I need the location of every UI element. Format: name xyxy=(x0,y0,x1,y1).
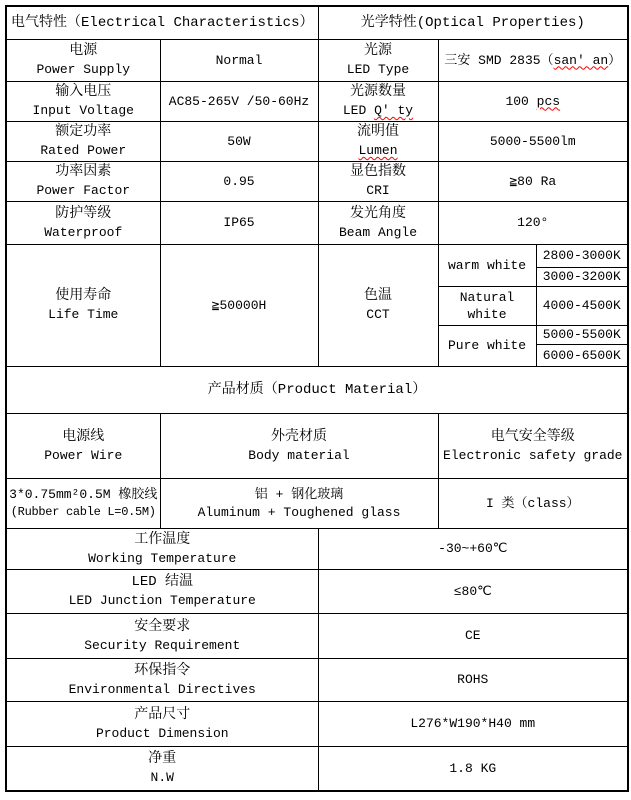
lumen-label-zh: 流明值 xyxy=(357,124,399,140)
table-row xyxy=(6,244,628,267)
power-factor-value-cell xyxy=(160,161,318,201)
environmental-directives-value-cell xyxy=(318,658,628,701)
environmental-directives-label-en: Environmental Directives xyxy=(68,681,256,697)
security-requirement-value: CE xyxy=(464,628,481,643)
power-wire-value-cell xyxy=(6,478,160,528)
cct-label-en: CCT xyxy=(366,307,390,322)
safety-grade-value-cell xyxy=(438,478,628,528)
body-material-value-zh: 铝 + 钢化玻璃 xyxy=(254,487,344,502)
electrical-section-title: 电气特性（Electrical Characteristics） xyxy=(11,14,314,31)
body-material-value-cell xyxy=(160,478,438,528)
led-junction-value-cell xyxy=(318,569,628,613)
cct-natural-white-cell xyxy=(438,286,536,325)
working-temperature-label-cell xyxy=(6,528,318,569)
safety-grade-label-en: Electronic safety grade xyxy=(443,447,623,463)
rated-power-label-zh: 额定功率 xyxy=(55,124,112,140)
beam-angle-label-zh: 发光角度 xyxy=(350,205,406,222)
power-supply-label-cell xyxy=(6,39,160,81)
security-requirement-label-cell xyxy=(6,613,318,658)
cct-kelvin-value: 5000-5500K xyxy=(542,327,621,342)
power-factor-label-en: Power Factor xyxy=(36,183,131,198)
led-qty-label-en: LED Q' ty xyxy=(342,103,414,118)
led-junction-value: ≤80℃ xyxy=(453,583,492,599)
misspelled-word: pcs xyxy=(536,93,561,109)
table-row xyxy=(6,201,628,244)
misspelled-word: Q' ty xyxy=(374,103,414,118)
environmental-directives-label-zh: 环保指令 xyxy=(134,662,191,679)
power-wire-label-zh: 电源线 xyxy=(62,428,105,445)
optical-section-header xyxy=(318,6,628,39)
cri-label-en: CRI xyxy=(366,183,390,198)
power-wire-value-en: (Rubber cable L=0.5M) xyxy=(10,505,156,519)
power-supply-label-en: Power Supply xyxy=(36,62,131,77)
cri-value-cell xyxy=(438,161,628,201)
cri-label-cell xyxy=(318,161,438,201)
beam-angle-value: 120° xyxy=(517,215,549,230)
led-qty-value: 100 pcs xyxy=(505,93,561,109)
rated-power-value-cell xyxy=(160,121,318,161)
cct-value-cell xyxy=(536,267,628,286)
input-voltage-label-en: Input Voltage xyxy=(32,103,134,118)
led-type-label-en: LED Type xyxy=(346,62,410,77)
electrical-section-header xyxy=(6,6,318,39)
working-temperature-label-zh: 工作温度 xyxy=(134,531,191,548)
beam-angle-label-cell xyxy=(318,201,438,244)
table-row xyxy=(6,528,628,569)
net-weight-value: 1.8 KG xyxy=(449,760,497,776)
body-material-value-en: Aluminum + Toughened glass xyxy=(197,505,401,520)
security-requirement-label-en: Security Requirement xyxy=(84,637,241,653)
misspelled-word: san' an xyxy=(553,52,609,68)
life-time-label-cell xyxy=(6,244,160,366)
cct-warm-white-cell xyxy=(438,244,536,286)
cct-pure-white-cell xyxy=(438,325,536,366)
led-type-label-cell xyxy=(318,39,438,81)
security-requirement-label-zh: 安全要求 xyxy=(134,618,191,635)
table-row xyxy=(6,39,628,81)
lumen-label-en xyxy=(321,142,436,159)
table-row xyxy=(6,701,628,746)
led-qty-value-cell xyxy=(438,81,628,121)
lumen-label-cell xyxy=(318,121,438,161)
rated-power-label-cell xyxy=(6,121,160,161)
led-type-value-cell xyxy=(438,39,628,81)
net-weight-value-cell xyxy=(318,746,628,791)
life-time-label-en: Life Time xyxy=(48,307,119,322)
table-row xyxy=(6,569,628,613)
working-temperature-value-cell xyxy=(318,528,628,569)
table-row xyxy=(6,658,628,701)
product-dimension-value-cell xyxy=(318,701,628,746)
body-material-label-cell xyxy=(160,413,438,478)
safety-grade-label-zh: 电气安全等级 xyxy=(490,428,575,445)
net-weight-label-zh: 净重 xyxy=(148,751,177,768)
cct-value-cell xyxy=(536,344,628,366)
environmental-directives-value: ROHS xyxy=(457,672,489,687)
working-temperature-label-en: Working Temperature xyxy=(88,550,237,566)
beam-angle-value-cell xyxy=(438,201,628,244)
misspelled-word: Lumen xyxy=(358,143,398,158)
product-dimension-label-zh: 产品尺寸 xyxy=(134,706,191,723)
net-weight-label-en: N.W xyxy=(150,770,174,786)
power-factor-label-zh: 功率因素 xyxy=(55,164,112,180)
led-junction-label-en: LED Junction Temperature xyxy=(68,593,256,608)
life-time-value-cell xyxy=(160,244,318,366)
led-type-value: 三安 SMD 2835（san' an） xyxy=(444,52,622,68)
cct-kelvin-value: 2800-3000K xyxy=(542,248,621,263)
table-row xyxy=(6,161,628,201)
cct-group-name: warm white xyxy=(447,257,526,273)
power-wire-label-cell xyxy=(6,413,160,478)
power-factor-label-cell xyxy=(6,161,160,201)
product-spec-table xyxy=(5,5,629,792)
cct-group-name: Natural white xyxy=(459,289,515,322)
body-material-label-en: Body material xyxy=(248,447,350,463)
material-section-title: 产品材质（Product Material） xyxy=(207,381,427,398)
security-requirement-value-cell xyxy=(318,613,628,658)
input-voltage-label-zh: 输入电压 xyxy=(55,84,112,100)
table-row xyxy=(6,478,628,528)
cct-value-cell xyxy=(536,325,628,344)
led-junction-label-zh: LED 结温 xyxy=(131,574,194,590)
cct-kelvin-value: 6000-6500K xyxy=(542,347,621,363)
led-type-label-zh: 光源 xyxy=(364,43,392,59)
product-dimension-label-en: Product Dimension xyxy=(95,725,229,741)
input-voltage-label-cell xyxy=(6,81,160,121)
safety-grade-label-cell xyxy=(438,413,628,478)
cct-group-name: Pure white xyxy=(447,338,526,353)
lumen-value: 5000-5500lm xyxy=(489,133,576,149)
power-factor-value: 0.95 xyxy=(223,173,255,189)
table-row xyxy=(6,613,628,658)
cct-value-cell xyxy=(536,286,628,325)
life-time-label-zh: 使用寿命 xyxy=(55,288,112,304)
cct-label-cell xyxy=(318,244,438,366)
input-voltage-value: AC85-265V /50-60Hz xyxy=(168,93,310,109)
input-voltage-value-cell xyxy=(160,81,318,121)
table-row xyxy=(6,746,628,791)
cri-label-zh: 显色指数 xyxy=(350,164,406,180)
environmental-directives-label-cell xyxy=(6,658,318,701)
led-qty-label-zh: 光源数量 xyxy=(350,84,406,100)
working-temperature-value: -30~+60℃ xyxy=(438,541,508,556)
led-junction-label-cell xyxy=(6,569,318,613)
waterproof-value-cell xyxy=(160,201,318,244)
power-wire-label-en: Power Wire xyxy=(44,447,123,463)
waterproof-label-cell xyxy=(6,201,160,244)
power-wire-value-zh: 3*0.75mm²0.5M 橡胶线 xyxy=(9,487,158,502)
cct-label-zh: 色温 xyxy=(364,288,392,304)
cct-kelvin-value: 4000-4500K xyxy=(542,298,621,313)
power-supply-value-cell xyxy=(160,39,318,81)
beam-angle-label-en: Beam Angle xyxy=(338,224,417,240)
life-time-value: ≧50000H xyxy=(211,297,267,313)
cri-value: ≧80 Ra xyxy=(509,173,557,189)
led-qty-label-cell xyxy=(318,81,438,121)
waterproof-value: IP65 xyxy=(223,215,255,230)
safety-grade-value: I 类（class） xyxy=(485,495,580,511)
table-row xyxy=(6,81,628,121)
body-material-label-zh: 外壳材质 xyxy=(271,428,327,445)
waterproof-label-en: Waterproof xyxy=(44,224,123,240)
product-dimension-label-cell xyxy=(6,701,318,746)
lumen-value-cell xyxy=(438,121,628,161)
rated-power-value: 50W xyxy=(227,133,251,149)
product-dimension-value: L276*W190*H40 mm xyxy=(410,716,536,731)
table-row xyxy=(6,6,628,39)
net-weight-label-cell xyxy=(6,746,318,791)
rated-power-label-en: Rated Power xyxy=(40,143,127,158)
table-row xyxy=(6,413,628,478)
power-supply-label-zh: 电源 xyxy=(69,43,98,59)
cct-value-cell xyxy=(536,244,628,267)
table-row xyxy=(6,366,628,413)
cct-kelvin-value: 3000-3200K xyxy=(542,269,621,284)
material-section-header xyxy=(6,366,628,413)
power-supply-value: Normal xyxy=(215,52,263,68)
optical-section-title: 光学特性(Optical Properties) xyxy=(360,14,585,31)
table-row xyxy=(6,121,628,161)
waterproof-label-zh: 防护等级 xyxy=(55,205,112,222)
